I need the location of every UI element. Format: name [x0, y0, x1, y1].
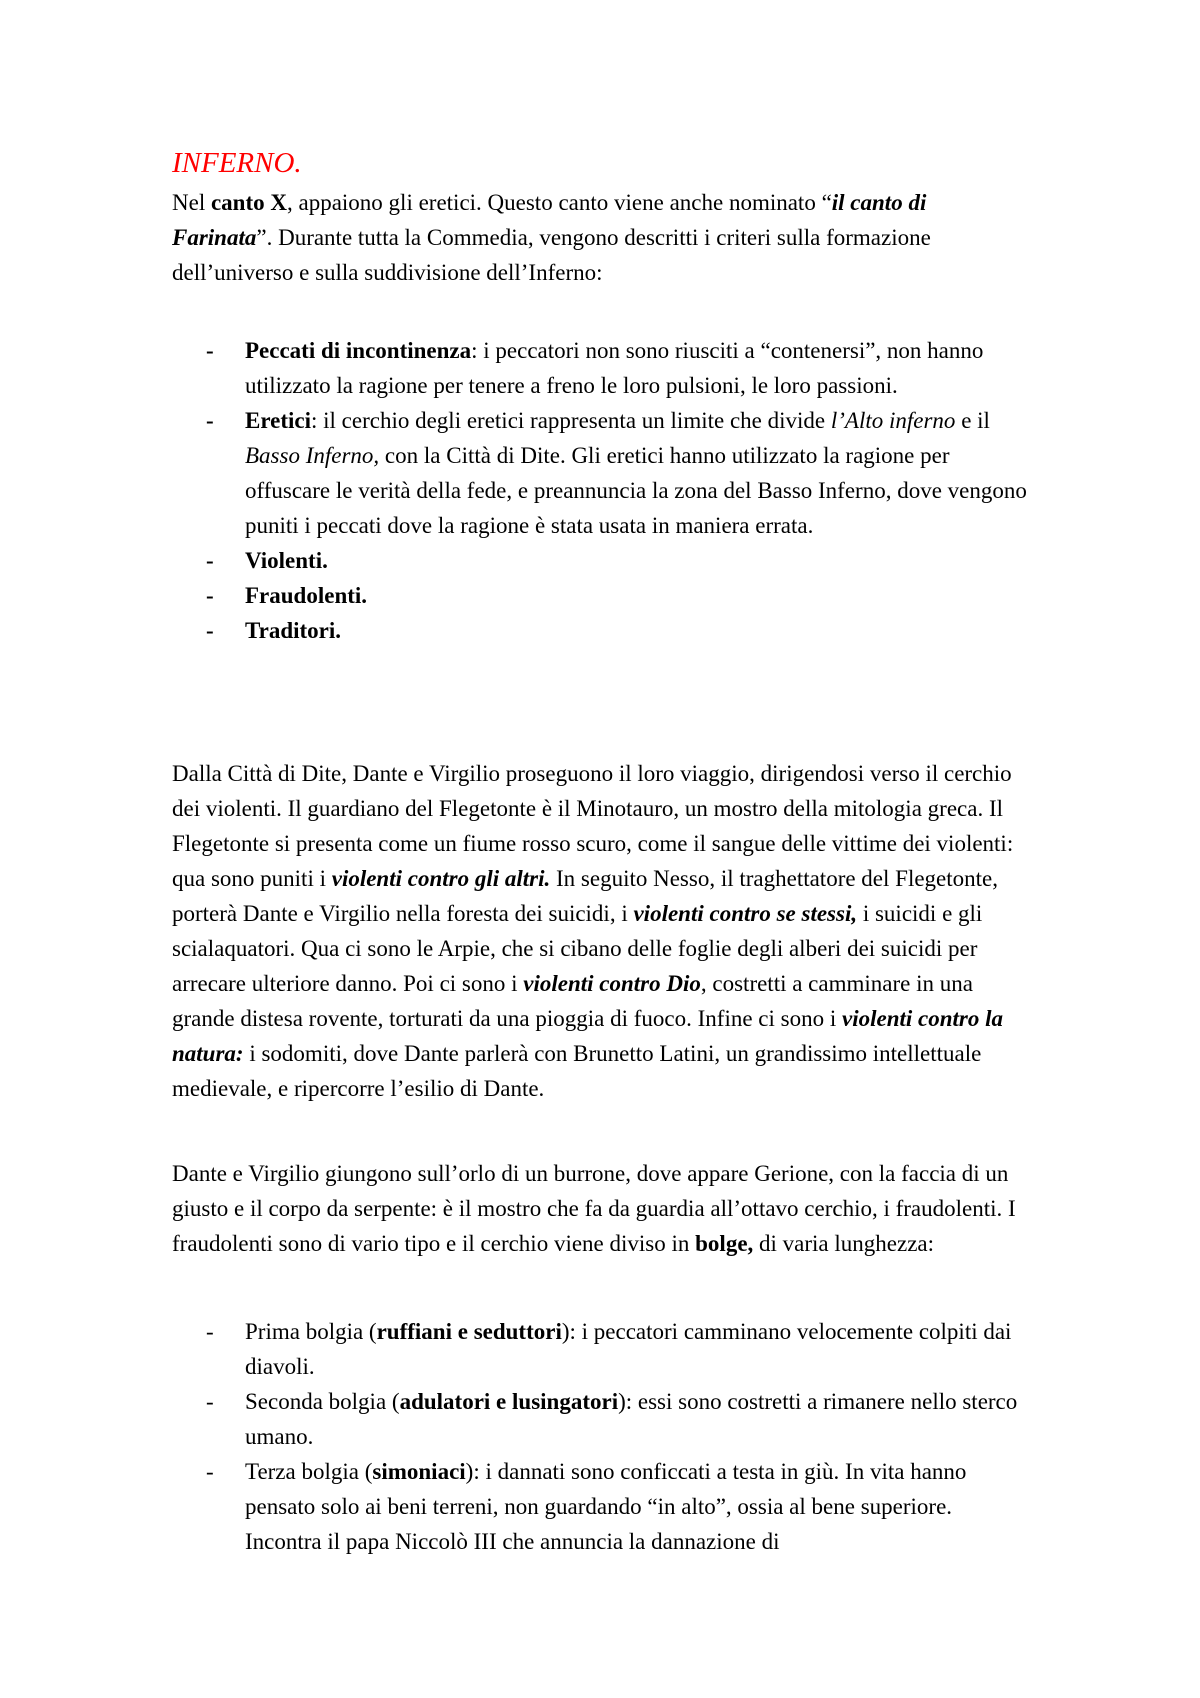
fraudolenti-paragraph: Dante e Virgilio giungono sull’orlo di un burrone, dove appare Gerione, con la faccia di un giusto e il corpo da serpente: è il mostro che fa da guardia all’ottavo cerchio, i fraudolenti. I fraudolenti sono di vario tipo e il cerchio viene diviso in bolge, di varia lunghezza: [172, 1161, 1016, 1256]
list-item-bolgia-3: - Terza bolgia (simoniaci): i dannati sono conficcati a testa in giù. In vita hanno pensato solo ai beni terreni, non guardando “in alto”, ossia al bene superiore. Incontra il papa Niccolò III che annuncia la dannazione di [172, 1454, 1032, 1559]
intro-paragraph: Nel canto X, appaiono gli eretici. Questo canto viene anche nominato “il canto di Farinata”. Durante tutta la Commedia, vengono descritti i criteri sulla formazione dell’universo e sulla suddivisione dell’Inferno: [172, 190, 931, 285]
list-dash: - [206, 408, 214, 433]
bolge-list [172, 1314, 1032, 1559]
list-item-eretici: - Eretici: il cerchio degli eretici rappresenta un limite che divide l’Alto inferno e il Basso Inferno, con la Città di Dite. Gli eretici hanno utilizzato la ragione per offuscare le verità della fede, e preannuncia la zona del Basso Inferno, dove vengono puniti i peccati dove la ragione è stata usata in maniera errata. [172, 403, 1032, 543]
page-title: INFERNO. [172, 147, 302, 179]
list-item-violenti: - Violenti. [172, 543, 1032, 578]
list-dash: - [206, 338, 214, 363]
list-item-bolgia-1: - Prima bolgia (ruffiani e seduttori): i peccatori camminano velocemente colpiti dai diavoli. [172, 1314, 1032, 1384]
list-dash: - [206, 618, 214, 643]
list-dash: - [206, 1459, 214, 1484]
list-dash: - [206, 548, 214, 573]
list-dash: - [206, 583, 214, 608]
violenti-paragraph: Dalla Città di Dite, Dante e Virgilio proseguono il loro viaggio, dirigendosi verso il cerchio dei violenti. Il guardiano del Flegetonte è il Minotauro, un mostro della mitologia greca. Il Flegetonte si presenta come un fiume rosso scuro, come il sangue delle vittime dei violenti: qua sono puniti i violenti contro gli altri. In seguito Nesso, il traghettatore del Flegetonte, porterà Dante e Virgilio nella foresta dei suicidi, i violenti contro se stessi, i suicidi e gli scialaquatori. Qua ci sono le Arpie, che si cibano delle foglie degli alberi dei suicidi per arrecare ulteriore danno. Poi ci sono i violenti contro Dio, costretti a camminare in una grande distesa rovente, torturati da una pioggia di fuoco. Infine ci sono i violenti contro la natura: i sodomiti, dove Dante parlerà con Brunetto Latini, un grandissimo intellettuale medievale, e ripercorre l’esilio di Dante. [172, 761, 1014, 1101]
list-item-fraudolenti: - Fraudolenti. [172, 578, 1032, 613]
list-dash: - [206, 1319, 214, 1344]
list-dash: - [206, 1389, 214, 1414]
list-item-bolgia-2: - Seconda bolgia (adulatori e lusingatori): essi sono costretti a rimanere nello sterco umano. [172, 1384, 1032, 1454]
canto-x-label: canto X [210, 190, 287, 215]
list-item-traditori: - Traditori. [172, 613, 1032, 648]
list-item-incontinenza: - Peccati di incontinenza: i peccatori non sono riusciti a “contenersi”, non hanno utilizzato la ragione per tenere a freno le loro pulsioni, le loro passioni. [172, 333, 1032, 403]
canto-farinata-label: il canto di Farinata [172, 190, 927, 250]
circles-list [172, 333, 1032, 648]
